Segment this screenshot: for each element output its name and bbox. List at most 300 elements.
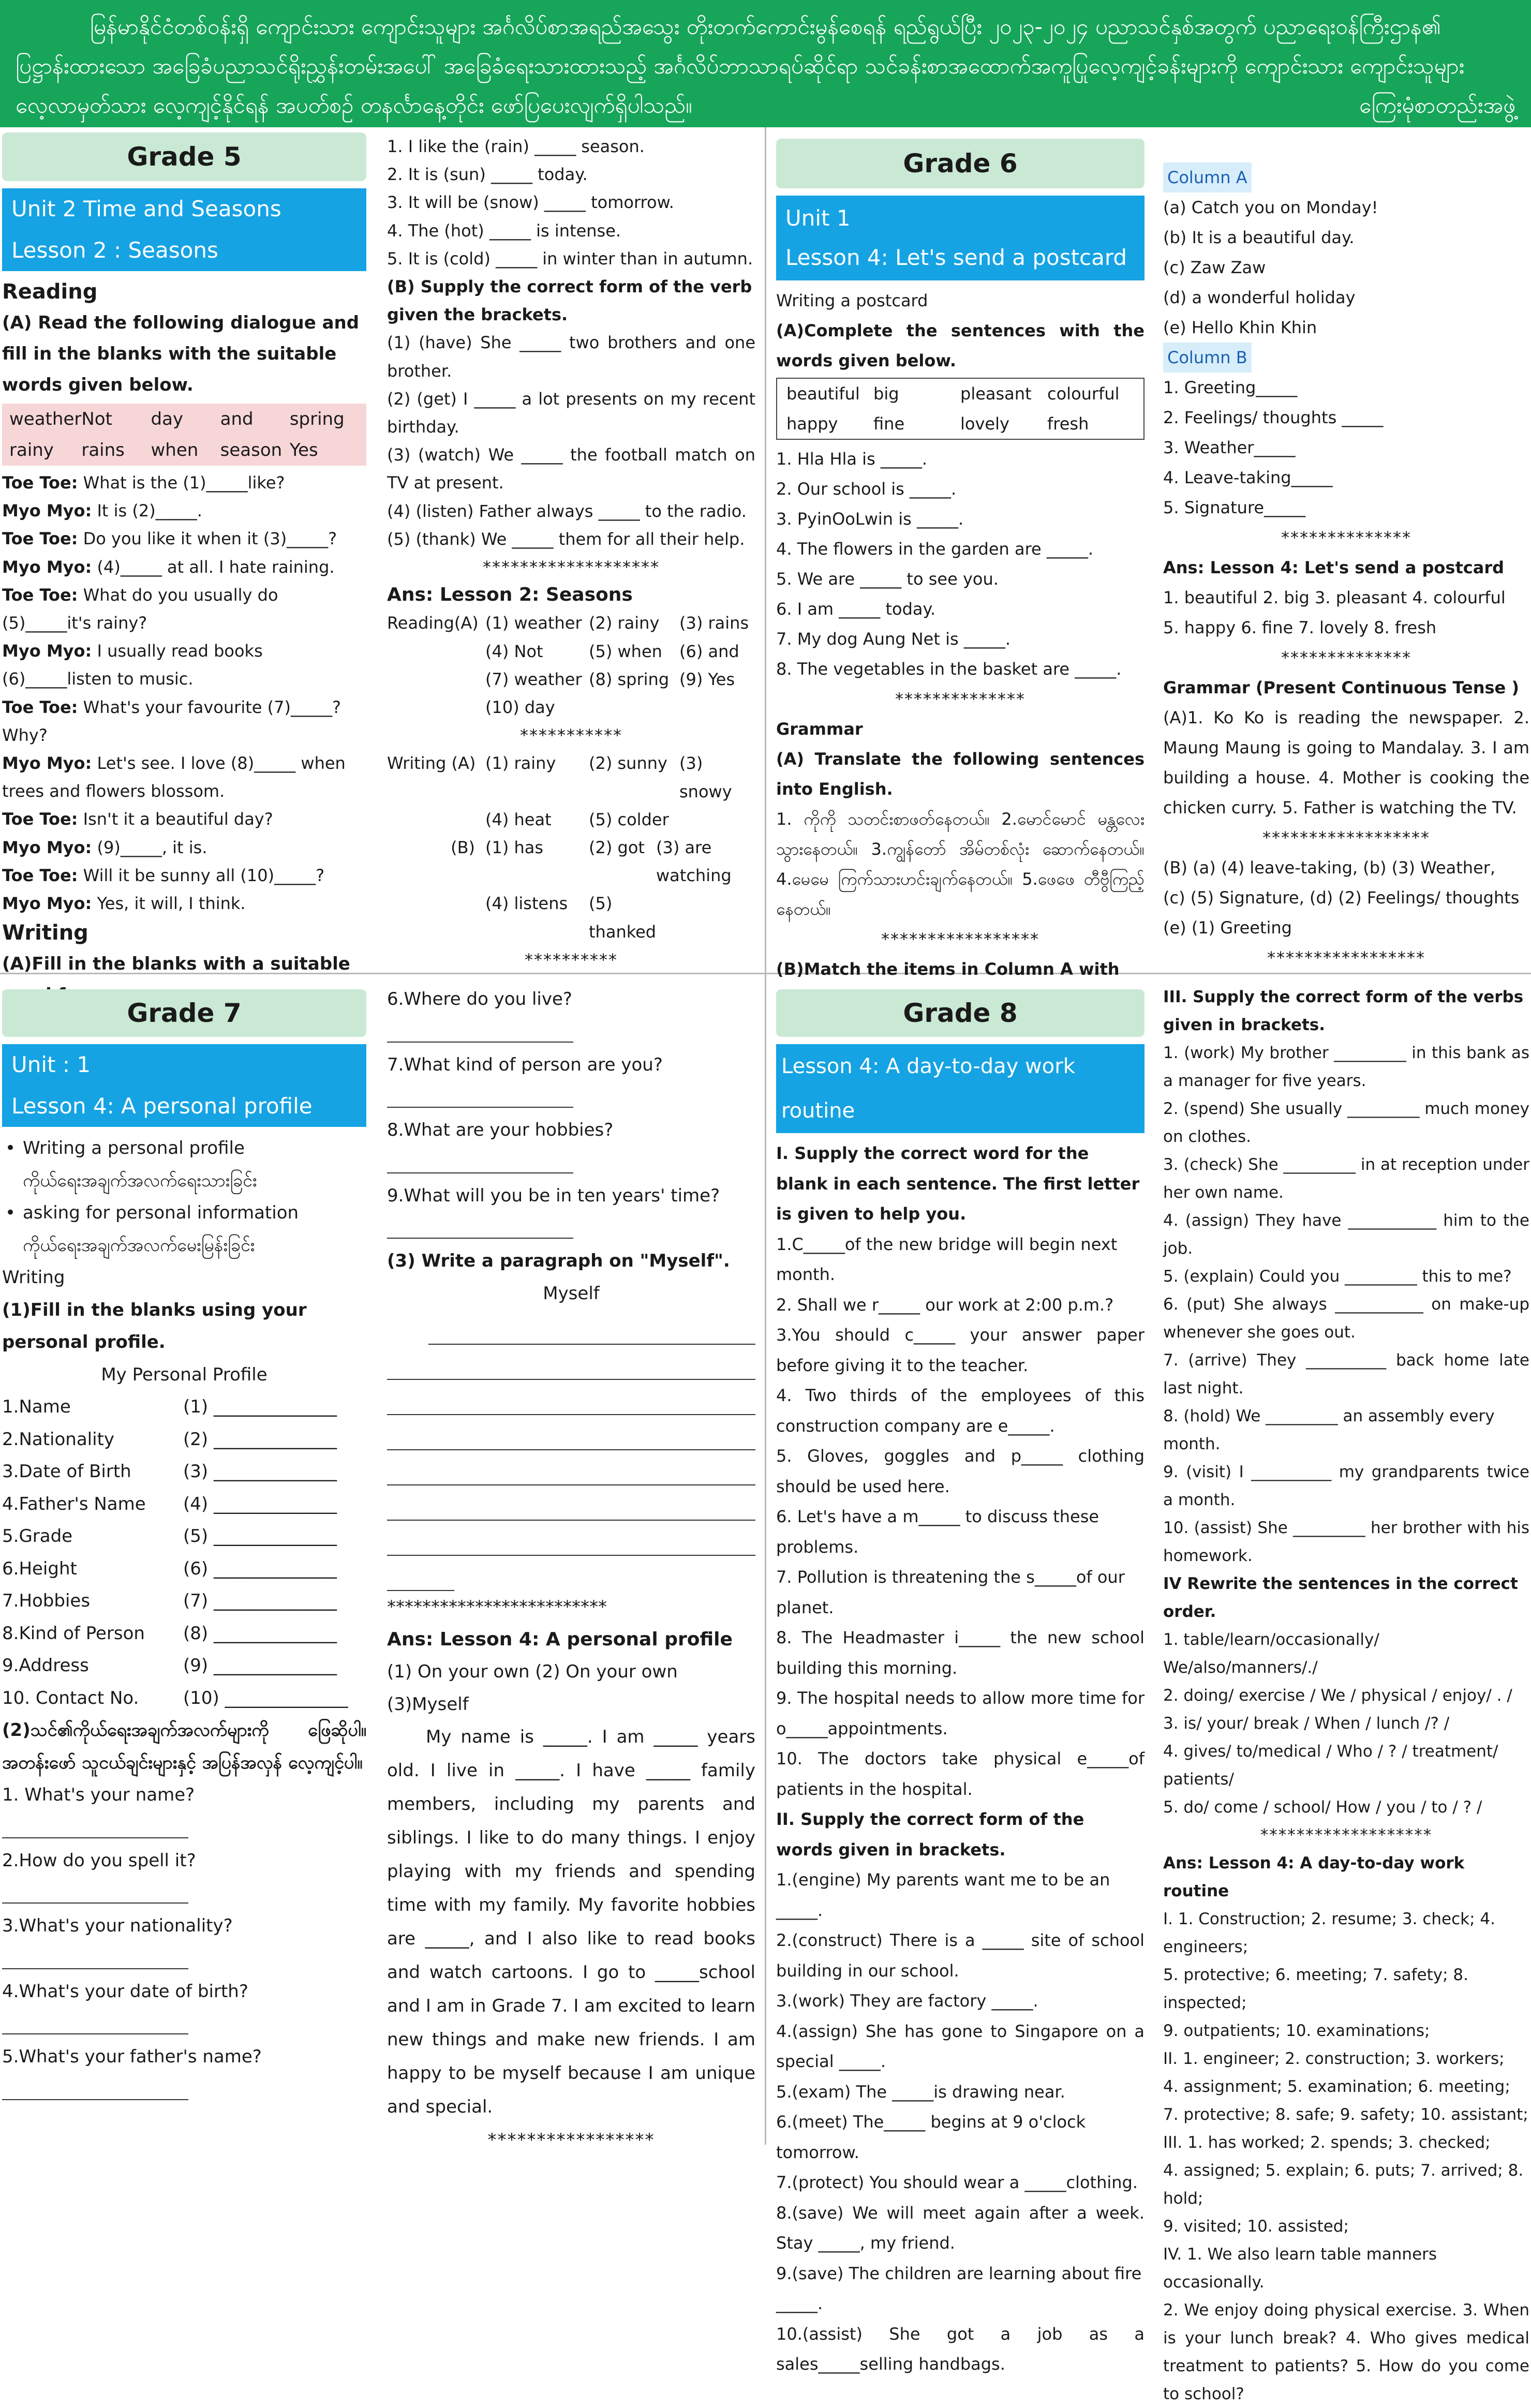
grade6-column-1 — [776, 132, 1144, 979]
exercise-item: 2.(construct) There is a _____ site of school building in our school. — [776, 1930, 1144, 1981]
banner-line-1: မြန်မာနိုင်ငံတစ်ဝန်းရှိ ကျောင်းသား ကျောင်းသူများ အင်္ဂလိပ်စာအရည်အသွေး တိုးတက်ကောင်းမွန်စေရန် ရည်ရွယ်ပြီး ၂၀၂၃-၂၀၂၄ ပညာသင်နှစ်အတွက် ပညာရေးဝန်ကြီးဌာန၏ — [90, 14, 1441, 39]
answer-line: II. 1. engineer; 2. construction; 3. workers; — [1163, 2049, 1505, 2068]
profile-blank: (9) ______________ — [183, 1655, 337, 1676]
word-bank-item: rainy — [9, 440, 54, 460]
answer-line: I. 1. Construction; 2. resume; 3. check; 4. engineers; — [1163, 1910, 1495, 1956]
fill-item: 3. It will be (snow) _____ tomorrow. — [387, 192, 674, 213]
word-box-item: fresh — [1047, 414, 1089, 434]
profile-blank: (7) ______________ — [183, 1591, 337, 1611]
speaker: Myo Myo: — [2, 641, 92, 661]
answer-cell: (4) Not — [485, 641, 543, 661]
question-item: 9.What will you be in ten years' time? — [387, 1185, 720, 1206]
sentence-item: 4. The flowers in the garden are _____. — [776, 539, 1094, 559]
dialogue-line — [2, 553, 366, 581]
grade7-profile-title: My Personal Profile — [101, 1364, 267, 1385]
writing-lines — [387, 1310, 755, 1591]
exercise-item: 1. (work) My brother _________ in this bank as a manager for five years. — [1163, 1044, 1529, 1090]
grade5-b-instruction: (B) Supply the correct form of the verb given the brackets. — [387, 277, 752, 325]
answer-line: 9. outpatients; 10. examinations; — [1163, 2021, 1430, 2040]
sentence-item: 7. My dog Aung Net is _____. — [776, 629, 1010, 649]
exercise-item: 4.(assign) She has gone to Singapore on a special _____. — [776, 2021, 1144, 2071]
profile-label: 6.Height — [2, 1558, 77, 1579]
grade6-grammar-answer-title: Grammar (Present Continuous Tense ) — [1163, 678, 1519, 697]
grade8-section-1-heading: I. Supply the correct word for the blank in each sentence. The first letter is given to help you. — [776, 1143, 1140, 1224]
answer-line: (e) (1) Greeting — [1163, 918, 1292, 938]
exercise-item: 9. The hospital needs to allow more time for o_____appointments. — [776, 1688, 1144, 1738]
speaker: Toe Toe: — [2, 529, 78, 549]
speaker: Toe Toe: — [2, 865, 78, 885]
column-b-item: 4. Leave-taking_____ — [1163, 468, 1333, 487]
grade7-unit-box — [2, 1044, 366, 1127]
vertical-divider — [765, 127, 766, 2145]
word-bank-item: Not — [81, 409, 112, 429]
exercise-item: 8.(save) We will meet again after a week. Stay _____, my friend. — [776, 2203, 1144, 2253]
separator-stars: ************** — [1281, 648, 1411, 667]
answer-line: III. 1. has worked; 2. spends; 3. checked; — [1163, 2133, 1491, 2152]
grade6-word-box — [776, 378, 1144, 440]
grade7-instruction-1: (1)Fill in the blanks using your personal profile. — [2, 1299, 307, 1352]
profile-blank: (1) ______________ — [183, 1396, 337, 1417]
grade8-answer-title: Ans: Lesson 4: A day-to-day work routine — [1163, 1854, 1465, 1900]
column-a-title: Column A — [1163, 162, 1252, 192]
exercise-item: 10. (assist) She _________ her brother with his homework. — [1163, 1519, 1529, 1565]
profile-blank: (3) ______________ — [183, 1461, 337, 1482]
speaker: Myo Myo: — [2, 557, 92, 577]
exercise-item: 1.(engine) My parents want me to be an _____. — [776, 1870, 1110, 1920]
answer-line: 2. We enjoy doing physical exercise. 3. When is your lunch break? 4. Who gives medical treatment to patients? 5. How do you come to school? — [1163, 2301, 1529, 2403]
dialogue-line — [2, 469, 366, 497]
fill-item: 1. I like the (rain) _____ season. — [387, 137, 645, 156]
answer-line: (c) (5) Signature, (d) (2) Feelings/ thoughts — [1163, 888, 1520, 908]
answer-grid — [485, 609, 755, 721]
dialogue-line — [2, 749, 366, 805]
header-banner — [0, 0, 1531, 127]
word-bank-item: rains — [81, 440, 125, 460]
word-box-item: colourful — [1047, 384, 1120, 404]
separator-stars: ************************* — [387, 1597, 607, 1617]
grade6-match-instruction: (B)Match the items in Column A with — [776, 959, 1120, 979]
writing-line — [387, 1485, 755, 1521]
verb-item: (4) (listen) Father always _____ to the radio. — [387, 501, 747, 521]
grade6-answer-title: Ans: Lesson 4: Let's send a postcard — [1163, 558, 1504, 577]
grade6-grammar-answers: (A)1. Ko Ko is reading the newspaper. 2. Maung Maung is going to Mandalay. 3. I am building a house. 4. Mother is cooking the chicken curry. 5. Father is watching the TV. — [1163, 708, 1529, 817]
profile-row — [2, 1455, 366, 1488]
answer-blank-line — [2, 1877, 188, 1904]
exercise-item: 5. do/ come / school/ How / you / to / ? / — [1163, 1798, 1482, 1817]
dialogue-line — [2, 861, 366, 889]
answer-line: 9. visited; 10. assisted; — [1163, 2217, 1349, 2236]
word-box-item: happy — [786, 414, 838, 434]
exercise-item: 3.(work) They are factory _____. — [776, 1991, 1038, 2011]
answer-cell: (1) rainy — [485, 753, 556, 774]
separator-stars: ********** — [525, 949, 618, 970]
speaker: Toe Toe: — [2, 697, 78, 717]
grade8-section-4-heading: IV Rewrite the sentences in the correct order. — [1163, 1574, 1518, 1621]
answer-cell: (5) when — [589, 641, 662, 661]
word-box-item: lovely — [960, 414, 1009, 434]
separator-stars: ******************* — [1260, 1826, 1433, 1845]
grade8-section-2-heading: II. Supply the correct form of the words given in brackets. — [776, 1809, 1084, 1860]
profile-blank: (8) ______________ — [183, 1623, 337, 1644]
exercise-item: 5. Gloves, goggles and p_____ clothing should be used here. — [776, 1446, 1144, 1496]
word-box-item: pleasant — [960, 384, 1032, 404]
exercise-item: 5. (explain) Could you _________ this to me? — [1163, 1267, 1512, 1286]
dialogue-text: (9)_____, it is. — [92, 837, 207, 857]
column-b-title: Column B — [1163, 343, 1252, 373]
grade8-section-3-heading: III. Supply the correct form of the verbs given in brackets. — [1163, 988, 1524, 1034]
question-item: 2.How do you spell it? — [2, 1850, 196, 1871]
answer-cell: (10) day — [485, 697, 555, 718]
answer-grid — [485, 834, 755, 946]
question-item: 3.What's your nationality? — [2, 1915, 233, 1936]
speaker: Myo Myo: — [2, 753, 92, 774]
profile-row — [2, 1617, 366, 1650]
dialogue-line — [2, 581, 366, 637]
answer-line: 7. protective; 8. safe; 9. safety; 10. assistant; — [1163, 2105, 1528, 2124]
writing-line — [387, 1556, 454, 1591]
dialogue-line — [2, 693, 366, 749]
column-a-title-row — [1163, 162, 1529, 192]
column-a-item: (c) Zaw Zaw — [1163, 258, 1266, 277]
profile-row — [2, 1520, 366, 1553]
bullet-subtext: ကိုယ်ရေးအချက်အလက်ရေးသားခြင်း — [23, 1170, 257, 1191]
dialogue-line — [2, 889, 366, 917]
exercise-item: 8. The Headmaster i_____ the new school building this morning. — [776, 1628, 1144, 1678]
exercise-item: 3. (check) She _________ in at reception under her own name. — [1163, 1155, 1529, 1202]
answer-row — [485, 749, 755, 805]
profile-row — [2, 1649, 366, 1682]
grade5-column-1 — [0, 132, 368, 975]
exercise-item: 1. table/learn/occasionally/ We/also/manners/./ — [1163, 1630, 1379, 1677]
answer-row — [485, 665, 755, 693]
answer-cell: (5) colder — [589, 809, 669, 829]
answer-blank-line — [387, 1212, 573, 1239]
grade7-unit: Unit : 1 — [11, 1052, 91, 1077]
dialogue-text: What is the (1)_____like? — [78, 473, 285, 493]
word-bank-item: and — [220, 409, 254, 429]
exercise-item: 3. is/ your/ break / When / lunch /? / — [1163, 1714, 1450, 1733]
answer-cell: (6) and — [679, 641, 739, 661]
grade8-column-1 — [776, 983, 1144, 2374]
separator-stars: ***************** — [487, 2130, 655, 2150]
dialogue-line — [2, 834, 366, 861]
question-item: 6.Where do you live? — [387, 989, 572, 1009]
answer-cell — [679, 693, 755, 721]
answer-cell: (3) are watching — [656, 838, 732, 886]
sentence-item: 8. The vegetables in the basket are _____. — [776, 659, 1122, 679]
exercise-item: 2. Shall we r_____ our work at 2:00 p.m.? — [776, 1295, 1114, 1315]
grade5-column-2 — [387, 132, 755, 971]
grade7-instruction-2: (2)သင်၏ကိုယ်ရေးအချက်အလက်များကို ဖြေဆိုပါ။ အတန်းဖော် သူငယ်ချင်းများနှင့် အပြန်အလှန် လေ့ကျင့်ပါ။ — [2, 1720, 366, 1773]
verb-item: (5) (thank) We _____ them for all their help. — [387, 529, 745, 549]
grade5-title: Grade 5 — [2, 132, 366, 181]
question-item: 5.What's your father's name? — [2, 2046, 262, 2067]
grade8-title: Grade 8 — [776, 989, 1144, 1037]
word-box-item: fine — [873, 414, 905, 434]
dialogue-text: Do you like it when it (3)_____? — [78, 529, 337, 549]
answer-cell: (3) snowy — [679, 753, 732, 801]
profile-label: 10. Contact No. — [2, 1687, 139, 1708]
dialogue-text: Will it be sunny all (10)_____? — [78, 865, 325, 885]
word-box-item: beautiful — [786, 384, 860, 404]
answer-row — [485, 693, 755, 721]
exercise-item: 8. (hold) We _________ an assembly every month. — [1163, 1407, 1495, 1453]
profile-blank: (10) ______________ — [183, 1687, 348, 1708]
answer-cell: (1) has — [485, 838, 544, 858]
grade8-column-2 — [1163, 983, 1529, 2403]
banner-line-2: ပြဋ္ဌာန်းထားသော အခြေခံပညာသင်ရိုးညွှန်းတမ်းအပေါ် အခြေခံရေးသားထားသည့် အင်္ဂလိပ်ဘာသာရပ်ဆိုင်ရာ သင်ခန်းစာအထောက်အကူပြုလေ့ကျင့်ခန်းများကို ကျောင်းသား ကျောင်းသူများ — [16, 53, 1465, 79]
column-b-title-row — [1163, 343, 1529, 373]
answer-row — [485, 806, 755, 834]
writing-line — [387, 1345, 755, 1380]
column-a-item: (a) Catch you on Monday! — [1163, 198, 1378, 217]
separator-stars: ***************** — [1267, 948, 1425, 968]
grade5-unit-box — [2, 188, 366, 271]
answer-row — [485, 889, 755, 945]
grade5-answer-writing — [387, 749, 755, 834]
sentence-item: 6. I am _____ today. — [776, 599, 936, 619]
answer-cell: (8) spring — [589, 669, 670, 689]
bullet-subtext: ကိုယ်ရေးအချက်အလက်မေးမြန်းခြင်း — [23, 1235, 255, 1256]
answer-blank-line — [2, 2008, 188, 2034]
exercise-item: 9. (visit) I __________ my grandparents twice a month. — [1163, 1463, 1529, 1509]
answer-label: (B) — [451, 838, 475, 858]
answer-cell: (2) rainy — [589, 613, 660, 633]
grade7-writing-heading: Writing — [2, 1267, 65, 1288]
answer-line: (1) On your own (2) On your own — [387, 1661, 678, 1682]
answer-cell: (3) rains — [679, 613, 749, 633]
column-b-item: 5. Signature_____ — [1163, 498, 1306, 517]
separator-stars: ************** — [1281, 528, 1411, 547]
exercise-item: 6. (put) She always ___________ on make-up whenever she goes out. — [1163, 1295, 1529, 1342]
word-bank-item: weather — [9, 409, 82, 429]
exercise-item: 10.(assist) She got a job as a sales_____selling handbags. — [776, 2324, 1144, 2374]
answer-cell: (5) thanked — [589, 894, 657, 942]
exercise-item: 7. Pollution is threatening the s_____of our planet. — [776, 1567, 1125, 1617]
fill-item: 5. It is (cold) _____ in winter than in autumn. — [387, 248, 753, 269]
banner-line-3 — [16, 86, 1515, 125]
speaker: Toe Toe: — [2, 473, 78, 493]
grade7-profile-table — [2, 1391, 366, 1714]
exercise-item: 10. The doctors take physical e_____of patients in the hospital. — [776, 1749, 1144, 1799]
profile-label: 4.Father's Name — [2, 1493, 146, 1514]
grade6-myanmar-sentences: 1. ကိုကို သတင်းစာဖတ်နေတယ်။ 2.မောင်မောင် မန္တလေးသွားနေတယ်။ 3.ကျွန်တော် အိမ်တစ်လုံး ဆောက်နေတယ်။ 4.မေမေ ကြက်သားဟင်းချက်နေတယ်။ 5.ဖေဖေ တီဗွီကြည့်နေတယ်။ — [776, 809, 1144, 919]
grade7-column-1 — [0, 983, 368, 2142]
answer-line: (B) (a) (4) leave-taking, (b) (3) Weather, — [1163, 858, 1496, 878]
grade5-unit: Unit 2 Time and Seasons — [11, 196, 281, 221]
grade5-dialogue — [2, 469, 366, 917]
separator-stars: ******************* — [483, 557, 660, 577]
exercise-item: 4. gives/ to/medical / Who / ? / treatment/ patients/ — [1163, 1742, 1498, 1789]
column-a-item: (e) Hello Khin Khin — [1163, 318, 1317, 337]
word-bank-item: spring — [289, 409, 345, 429]
separator-stars: ************** — [895, 689, 1025, 709]
exercise-item: 6. Let's have a m_____ to discuss these problems. — [776, 1507, 1099, 1557]
answer-row — [485, 609, 755, 637]
grade6-unit: Unit 1 — [785, 205, 851, 231]
separator-stars: ****************** — [1262, 828, 1430, 848]
column-b-item: 1. Greeting_____ — [1163, 378, 1298, 397]
word-bank-item: season — [220, 440, 283, 460]
profile-row — [2, 1682, 366, 1715]
profile-blank: (5) ______________ — [183, 1526, 337, 1547]
grade6-lesson: Lesson 4: Let's send a postcard — [785, 245, 1127, 270]
answer-cell: (4) listens — [485, 894, 568, 914]
answer-line: 1. beautiful 2. big 3. pleasant 4. colourful — [1163, 588, 1506, 607]
profile-label: 2.Nationality — [2, 1429, 115, 1450]
verb-item: (2) (get) I _____ a lot presents on my recent birthday. — [387, 389, 755, 437]
dialogue-text: What do you usually do (5)_____it's rainy? — [2, 585, 278, 633]
exercise-item: 2. doing/ exercise / We / physical / enjoy/ . / — [1163, 1686, 1512, 1705]
dialogue-text: (4)_____ at all. I hate raining. — [92, 557, 335, 577]
bullet-item: • asking for personal information — [2, 1197, 366, 1229]
dialogue-line — [2, 805, 366, 833]
exercise-item: 1.C_____of the new bridge will begin next month. — [776, 1234, 1118, 1284]
fill-item: 4. The (hot) _____ is intense. — [387, 220, 621, 241]
exercise-item: 4. Two thirds of the employees of this construction company are e_____. — [776, 1386, 1144, 1436]
speaker: Myo Myo: — [2, 894, 92, 914]
answer-cell: (2) sunny — [589, 753, 667, 774]
answer-cell: (4) heat — [485, 809, 552, 829]
answer-label: Reading(A) — [387, 613, 479, 633]
answer-cell — [656, 889, 755, 945]
profile-row — [2, 1423, 366, 1456]
exercise-item: 9.(save) The children are learning about fire _____. — [776, 2263, 1142, 2313]
grade5-writing-heading: Writing — [2, 921, 88, 945]
answer-line: (3)Myself — [387, 1693, 469, 1715]
dialogue-text: I usually read books (6)_____listen to music. — [2, 641, 263, 689]
grade6-unit-box — [776, 196, 1144, 280]
writing-line — [387, 1521, 755, 1556]
column-a-item: (b) It is a beautiful day. — [1163, 228, 1355, 247]
answer-blank-line — [2, 1942, 188, 1969]
sentence-item: 3. PyinOoLwin is _____. — [776, 509, 964, 529]
writing-line — [387, 1450, 755, 1485]
banner-line-3-text: လေ့လာမှတ်သား လေ့ကျင့်နိုင်ရန် အပတ်စဉ် တနင်္လာနေ့တိုင်း ဖော်ပြပေးလျက်ရှိပါသည်။ — [16, 93, 692, 118]
exercise-item: 7. (arrive) They __________ back home late last night. — [1163, 1351, 1529, 1398]
profile-blank: (2) ______________ — [183, 1429, 337, 1450]
grade5-answer-title: Ans: Lesson 2: Seasons — [387, 584, 633, 606]
dialogue-text: Yes, it will, I think. — [92, 894, 246, 914]
dialogue-line — [2, 525, 366, 553]
answer-blank-line — [387, 1081, 573, 1108]
verb-item: (1) (have) She _____ two brothers and one brother. — [387, 333, 755, 381]
profile-blank: (4) ______________ — [183, 1493, 337, 1514]
column-b-item: 2. Feelings/ thoughts _____ — [1163, 408, 1384, 427]
fill-item: 2. It is (sun) _____ today. — [387, 165, 588, 185]
profile-label: 3.Date of Birth — [2, 1461, 131, 1482]
word-bank-item: when — [151, 440, 199, 460]
profile-label: 5.Grade — [2, 1526, 73, 1547]
grade6-grammar-heading: Grammar — [776, 719, 863, 739]
grade7-myself-title: Myself — [543, 1283, 600, 1304]
answer-cell — [679, 806, 755, 834]
profile-row — [2, 1488, 366, 1521]
exercise-item: 7.(protect) You should wear a _____clothing. — [776, 2173, 1138, 2192]
profile-label: 9.Address — [2, 1655, 89, 1676]
answer-line: 4. assigned; 5. explain; 6. puts; 7. arrived; 8. hold; — [1163, 2161, 1524, 2208]
grade7-answer-title: Ans: Lesson 4: A personal profile — [387, 1628, 733, 1650]
banner-credit: ကြေးမုံစာတည်းအဖွဲ့ — [1359, 93, 1515, 118]
grade6-instruction-a: (A)Complete the sentences with the words given below. — [776, 321, 1144, 370]
grade5-reading-heading: Reading — [2, 280, 98, 304]
writing-line — [387, 1415, 755, 1450]
grade5-answer-writing-b — [387, 834, 755, 946]
writing-line — [387, 1380, 755, 1415]
answer-blank-line — [2, 1811, 188, 1838]
profile-row — [2, 1391, 366, 1423]
answer-label: Writing (A) — [387, 753, 476, 774]
exercise-item: 2. (spend) She usually _________ much money on clothes. — [1163, 1099, 1529, 1146]
grade6-writing-heading: Writing a postcard — [776, 291, 928, 310]
profile-label: 1.Name — [2, 1396, 71, 1417]
speaker: Myo Myo: — [2, 837, 92, 857]
dialogue-line — [2, 497, 366, 525]
question-item: 1. What's your name? — [2, 1785, 195, 1805]
grade5-word-bank — [2, 404, 366, 466]
dialogue-text: Isn't it a beautiful day? — [78, 809, 273, 829]
speaker: Toe Toe: — [2, 585, 78, 605]
grade8-lesson-box: Lesson 4: A day-to-day work routine — [776, 1044, 1144, 1133]
answer-cell: (1) weather — [485, 613, 582, 633]
column-a-item: (d) a wonderful holiday — [1163, 288, 1356, 307]
profile-row — [2, 1553, 366, 1585]
grade7-title: Grade 7 — [2, 989, 366, 1037]
answer-cell: (7) weather — [485, 669, 582, 689]
answer-grid — [485, 749, 755, 834]
grade7-column-2 — [387, 983, 755, 2150]
answer-cell — [589, 693, 679, 721]
grade7-lesson: Lesson 4: A personal profile — [11, 1093, 313, 1119]
word-bank-item: day — [151, 409, 184, 429]
grade7-sample-paragraph: My name is _____. I am _____ years old. I live in _____. I have _____ family members, including my parents and siblings. I like to do many things. I enjoy playing with my friends and spending time with my family. My favorite hobbies are _____, and I also like to read books and watch cartoons. I go to _____school and I am in Grade 7. I am excited to learn new things and make new friends. I am happy to be myself because I am unique and special. — [387, 1727, 755, 2117]
answer-cell: (2) got — [589, 838, 645, 858]
exercise-item: 3.You should c_____ your answer paper before giving it to the teacher. — [776, 1325, 1144, 1375]
profile-row — [2, 1585, 366, 1617]
grade5-lesson: Lesson 2 : Seasons — [11, 237, 218, 263]
grade6-grammar-instruction: (A) Translate the following sentences into English. — [776, 749, 1144, 799]
sentence-item: 2. Our school is _____. — [776, 479, 957, 499]
word-box-item: big — [873, 384, 899, 404]
grade5-answer-reading — [387, 609, 755, 721]
profile-label: 8.Kind of Person — [2, 1623, 145, 1644]
column-b-item: 3. Weather_____ — [1163, 438, 1296, 457]
dialogue-text: It is (2)_____. — [92, 501, 202, 521]
sentence-item: 5. We are _____ to see you. — [776, 569, 999, 589]
exercise-item: 4. (assign) They have ___________ him to the job. — [1163, 1211, 1529, 1258]
answer-cell: (9) Yes — [679, 669, 735, 689]
writing-line — [428, 1310, 755, 1345]
answer-blank-line — [387, 1147, 573, 1173]
exercise-item: 5.(exam) The _____is drawing near. — [776, 2082, 1065, 2102]
verb-item: (3) (watch) We _____ the football match on TV at present. — [387, 445, 755, 493]
answer-line: 5. happy 6. fine 7. lovely 8. fresh — [1163, 618, 1437, 637]
separator-stars: *********** — [520, 725, 622, 746]
speaker: Toe Toe: — [2, 809, 78, 829]
grade6-writing-section — [776, 286, 1144, 1014]
answer-blank-line — [2, 2073, 188, 2100]
grade5-reading-instruction: (A) Read the following dialogue and fill in the blanks with the suitable words given below. — [2, 313, 360, 395]
answer-blank-line — [387, 1016, 573, 1043]
separator-stars: ***************** — [881, 929, 1039, 949]
sentence-item: 1. Hla Hla is _____. — [776, 449, 928, 469]
answer-line: 4. assignment; 5. examination; 6. meeting; — [1163, 2077, 1510, 2096]
answer-line: IV. 1. We also learn table manners occasionally. — [1163, 2245, 1437, 2292]
profile-blank: (6) ______________ — [183, 1558, 337, 1579]
dialogue-text: What's your favourite (7)_____? Why? — [2, 697, 341, 745]
grade5-writing-instruction: (A)Fill in the blanks with a suitable — [2, 954, 350, 975]
dialogue-line — [2, 637, 366, 693]
